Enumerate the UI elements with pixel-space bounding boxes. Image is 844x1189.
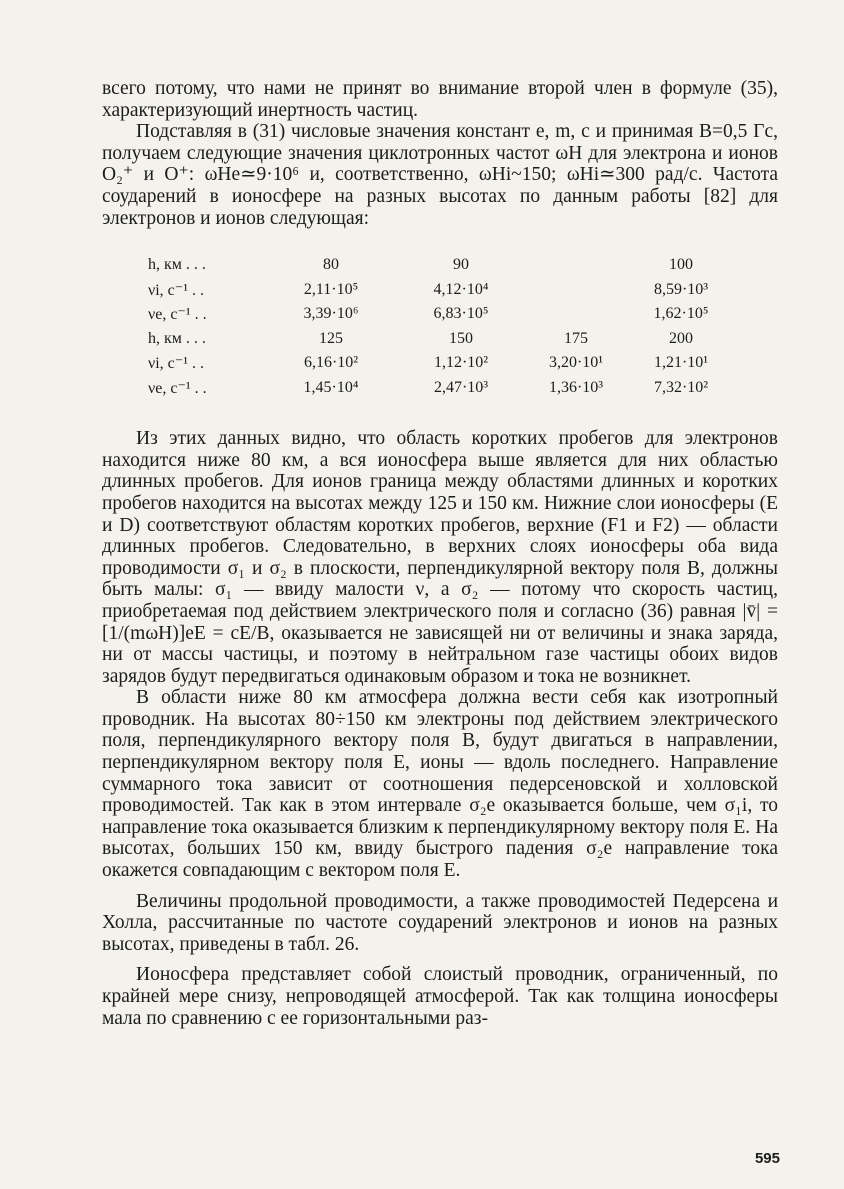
row-label: νe, с⁻¹ . . [148,379,207,397]
table-cell: 3,20·10¹ [548,354,604,372]
table-cell: 80 [323,256,339,274]
table-cell: 1,12·10² [433,354,489,372]
row-label: νi, с⁻¹ . . [148,355,205,373]
table-cell: 7,32·10² [653,378,709,396]
table-cell: 1,45·10⁴ [303,378,359,396]
table-cell: 6,16·10² [303,354,359,372]
table-cell: 2,47·10³ [433,378,489,396]
table-cell: 200 [669,329,693,347]
table-row [148,302,736,327]
table-cell: 1,36·10³ [548,378,604,396]
table-cell: 8,59·10³ [653,280,709,298]
table-row [148,278,736,303]
row-label: h, км . . . [148,256,206,274]
table-cell: 3,39·10⁶ [303,305,359,323]
table-row [148,253,736,278]
row-label: νe, с⁻¹ . . [148,306,207,324]
table-row [148,351,736,376]
table-cell: 1,21·10¹ [653,354,709,372]
row-label: νi, с⁻¹ . . [148,281,205,299]
table-cell: 90 [453,256,469,274]
table-cell: 4,12·10⁴ [433,280,489,298]
table-cell: 125 [319,329,343,347]
table-row [148,327,736,352]
table-cell [526,253,626,278]
page-body [102,78,778,1029]
table-cell [526,302,626,327]
paragraph-below-80km: В области ниже 80 км атмосфера должна вести себя как изотропный проводник. На высотах 80÷150 км электроны под действием электрического поля, перпендикулярного вектору поля B, будут двигаться в направлении, перпендикулярном вектору поля E, ионы — вдоль последнего. Направление суммарного тока зависит от соотношения педерсеновской и холловской проводимостей. Так как в этом интервале σ₂e оказывается больше, чем σ₁i, то направление тока оказывается близким к перпендикулярному вектору поля E. На высотах, больших 150 км, ввиду быстрого падения σ₂e направление тока окажется совпадающим с вектором поля E. [102,687,778,882]
collision-frequency-table [148,253,736,400]
table-cell: 175 [564,329,588,347]
page-number: 595 [754,1150,780,1167]
paragraph-layered-conductor: Ионосфера представляет собой слоистый проводник, ограниченный, по крайней мере снизу, непроводящей атмосферой. Так как толщина ионосферы мала по сравнению с ее горизонтальными раз- [102,964,778,1029]
paragraph-cyclotron: Подставляя в (31) числовые значения констант e, m, c и принимая B=0,5 Гс, получаем следующие значения циклотронных частот ωH для электрона и ионов O₂⁺ и O⁺: ωHe≃9·10⁶ и, соответственно, ωHi~150; ωHi≃300 рад/с. Частота соударений в ионосфере на разных высотах по данным работы [82] для электронов и ионов следующая: [102,121,778,229]
row-label: h, км . . . [148,329,206,347]
paragraph-continuation: всего потому, что нами не принят во внимание второй член в формуле (35), характеризующий инертность частиц. [102,78,778,121]
table-cell: 150 [449,329,473,347]
table-cell: 6,83·10⁵ [433,305,489,323]
paragraph-conductivities: Величины продольной проводимости, а также проводимостей Педерсена и Холла, рассчитанные по частоте соударений электронов и ионов на разных высотах, приведены в табл. 26. [102,890,778,955]
table-row [148,376,736,401]
table-cell: 1,62·10⁵ [653,305,709,323]
table-cell: 2,11·10⁵ [303,280,359,298]
table-cell [526,278,626,303]
table-cell: 100 [669,256,693,274]
paragraph-short-long-paths: Из этих данных видно, что область коротких пробегов для электронов находится ниже 80 км, а вся ионосфера выше является для них областью длинных пробегов. Для ионов граница между областями длинных и коротких пробегов находится на высотах между 125 и 150 км. Нижние слои ионосферы (E и D) соответствуют областям коротких пробегов, верхние (F1 и F2) — области длинных пробегов. Следовательно, в верхних слоях ионосферы оба вида проводимости σ₁ и σ₂ в плоскости, перпендикулярной вектору поля B, должны быть малы: σ₁ — ввиду малости ν, а σ₂ — потому что скорость частиц, приобретаемая под действием электрического поля и согласно (36) равная |v̄| = [1/(mωH)]eE = cE/B, оказывается не зависящей ни от величины и знака заряда, ни от массы частицы, и поэтому в нейтральном газе частицы обоих видов зарядов будут передвигаться одинаковым образом и тока не возникнет. [102,428,778,687]
